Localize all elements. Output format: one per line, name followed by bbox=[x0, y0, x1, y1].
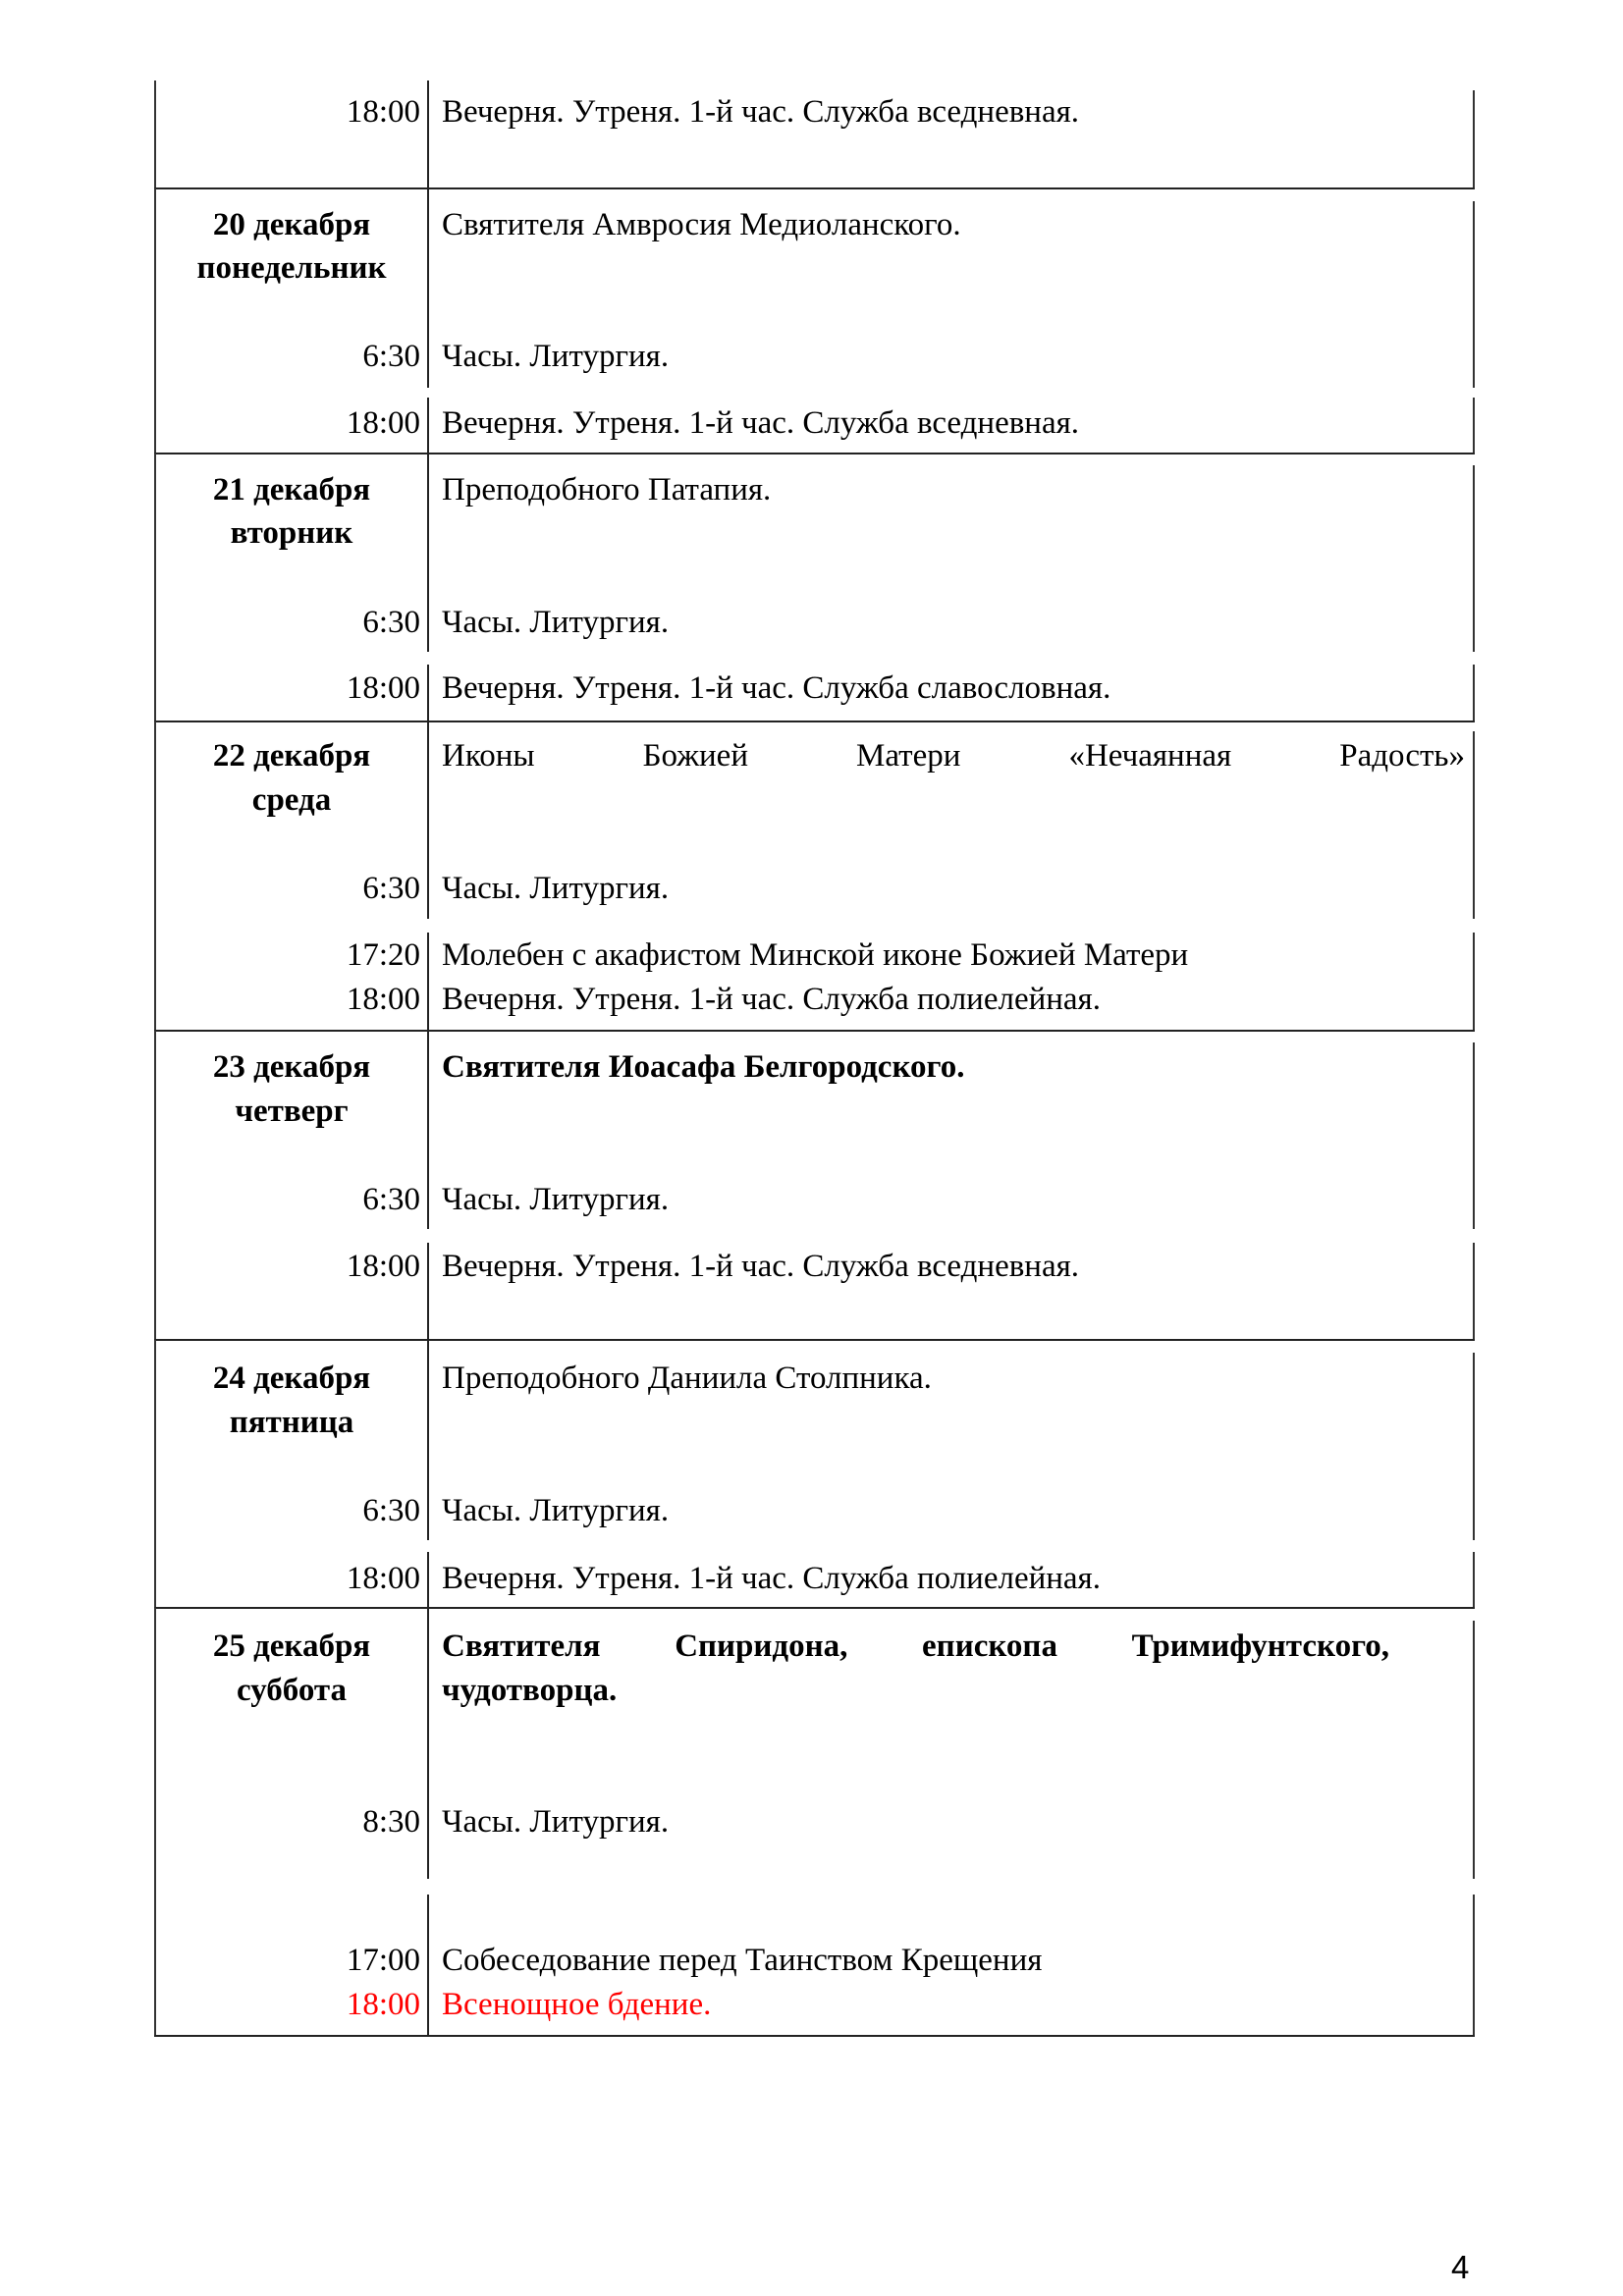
table-border-left bbox=[154, 1608, 156, 2037]
column-divider bbox=[427, 721, 429, 919]
row-separator bbox=[154, 1339, 1475, 1341]
column-divider bbox=[427, 1243, 429, 1340]
column-divider bbox=[427, 398, 429, 454]
table-border-right bbox=[1473, 465, 1475, 652]
column-divider bbox=[427, 1608, 429, 1879]
feast-name bbox=[442, 1627, 1389, 1666]
service-text: Часы. Литургия. bbox=[442, 339, 670, 374]
column-divider bbox=[427, 80, 429, 188]
table-border-right bbox=[1473, 665, 1475, 721]
service-text: Вечерня. Утреня. 1-й час. Служба вседневная. bbox=[442, 405, 1080, 441]
feast-word: Иконы bbox=[442, 738, 535, 774]
service-time: 18:00 bbox=[346, 1561, 420, 1596]
table-border-right bbox=[1473, 1243, 1475, 1340]
table-border-left bbox=[154, 454, 156, 721]
table-border-right bbox=[1473, 1552, 1475, 1608]
feast-name: Преподобного Патапия. bbox=[442, 472, 772, 507]
table-border-right bbox=[1473, 933, 1475, 1031]
table-border-left bbox=[154, 80, 156, 188]
service-text: Собеседование перед Таинством Крещения bbox=[442, 1943, 1043, 1978]
service-text: Часы. Литургия. bbox=[442, 1493, 670, 1528]
service-time: 17:00 bbox=[346, 1943, 420, 1978]
service-time: 6:30 bbox=[362, 1182, 420, 1217]
column-divider bbox=[427, 188, 429, 388]
service-text: Часы. Литургия. bbox=[442, 1804, 670, 1840]
service-time: 18:00 bbox=[346, 94, 420, 130]
table-border-right bbox=[1473, 201, 1475, 388]
service-time: 6:30 bbox=[362, 605, 420, 640]
column-divider bbox=[427, 933, 429, 1031]
service-time: 18:00 bbox=[346, 1249, 420, 1284]
feast-word: Святителя bbox=[442, 1629, 601, 1664]
day-date: 25 декабря bbox=[212, 1629, 371, 1664]
row-separator bbox=[154, 1607, 1475, 1609]
row-separator bbox=[154, 1030, 1475, 1032]
service-text: Часы. Литургия. bbox=[442, 605, 670, 640]
day-date: 23 декабря bbox=[212, 1049, 371, 1085]
service-text-highlighted: Всенощное бдение. bbox=[442, 1987, 712, 2022]
day-weekday: пятница bbox=[229, 1405, 354, 1440]
service-time: 6:30 bbox=[362, 1493, 420, 1528]
feast-word: «Нечаянная bbox=[1068, 738, 1232, 774]
service-time: 18:00 bbox=[346, 982, 420, 1017]
service-time: 6:30 bbox=[362, 871, 420, 906]
column-divider bbox=[427, 1552, 429, 1608]
feast-name: Святителя Иоасафа Белгородского. bbox=[442, 1049, 965, 1085]
table-border-right bbox=[1473, 1353, 1475, 1540]
service-text: Молебен с акафистом Минской иконе Божией Матери bbox=[442, 937, 1189, 973]
feast-name: Преподобного Даниила Столпника. bbox=[442, 1361, 932, 1396]
service-text: Вечерня. Утреня. 1-й час. Служба вседневная. bbox=[442, 94, 1080, 130]
table-border-left bbox=[154, 188, 156, 454]
feast-word: Божией bbox=[642, 738, 748, 774]
column-divider bbox=[427, 665, 429, 721]
feast-word: Спиридона, bbox=[675, 1629, 848, 1664]
service-text: Часы. Литургия. bbox=[442, 871, 670, 906]
table-border-right bbox=[1473, 90, 1475, 188]
feast-name-continuation: чудотворца. bbox=[442, 1673, 618, 1708]
day-weekday: четверг bbox=[235, 1094, 349, 1129]
feast-word: Матери bbox=[856, 738, 961, 774]
table-border-right bbox=[1473, 1042, 1475, 1229]
feast-word: Радость» bbox=[1339, 738, 1465, 774]
service-time: 6:30 bbox=[362, 339, 420, 374]
feast-name: Святителя Амвросия Медиоланского. bbox=[442, 207, 961, 242]
day-date: 24 декабря bbox=[212, 1361, 371, 1396]
table-border-right bbox=[1473, 398, 1475, 454]
row-separator bbox=[154, 721, 1475, 722]
service-time: 18:00 bbox=[346, 670, 420, 706]
feast-word: епископа bbox=[922, 1629, 1057, 1664]
table-border-right bbox=[1473, 731, 1475, 919]
page-number: 4 bbox=[1451, 2249, 1470, 2285]
service-text: Вечерня. Утреня. 1-й час. Служба славословная. bbox=[442, 670, 1111, 706]
day-weekday: среда bbox=[251, 782, 332, 818]
feast-name bbox=[442, 736, 1465, 775]
day-weekday: понедельник bbox=[196, 250, 387, 286]
day-date: 20 декабря bbox=[212, 207, 371, 242]
day-date: 21 декабря bbox=[212, 472, 371, 507]
day-weekday: суббота bbox=[236, 1673, 348, 1708]
service-text: Часы. Литургия. bbox=[442, 1182, 670, 1217]
service-text: Вечерня. Утреня. 1-й час. Служба полиелейная. bbox=[442, 982, 1101, 1017]
table-border-left bbox=[154, 721, 156, 1031]
day-weekday: вторник bbox=[230, 515, 353, 551]
table-border-right bbox=[1473, 1895, 1475, 2037]
column-divider bbox=[427, 454, 429, 652]
table-border-right bbox=[1473, 1621, 1475, 1879]
service-time: 8:30 bbox=[362, 1804, 420, 1840]
service-time: 17:20 bbox=[346, 937, 420, 973]
table-border-left bbox=[154, 1340, 156, 1608]
table-border-left bbox=[154, 1031, 156, 1340]
table-bottom-border bbox=[154, 2035, 1475, 2037]
service-text: Вечерня. Утреня. 1-й час. Служба полиелейная. bbox=[442, 1561, 1101, 1596]
day-date: 22 декабря bbox=[212, 738, 371, 774]
service-text: Вечерня. Утреня. 1-й час. Служба вседневная. bbox=[442, 1249, 1080, 1284]
service-time-highlighted: 18:00 bbox=[346, 1987, 420, 2022]
feast-word: Тримифунтского, bbox=[1131, 1629, 1389, 1664]
column-divider bbox=[427, 1340, 429, 1540]
row-separator bbox=[154, 187, 1475, 189]
row-separator bbox=[154, 453, 1475, 454]
service-time: 18:00 bbox=[346, 405, 420, 441]
column-divider bbox=[427, 1031, 429, 1229]
column-divider bbox=[427, 1895, 429, 2037]
